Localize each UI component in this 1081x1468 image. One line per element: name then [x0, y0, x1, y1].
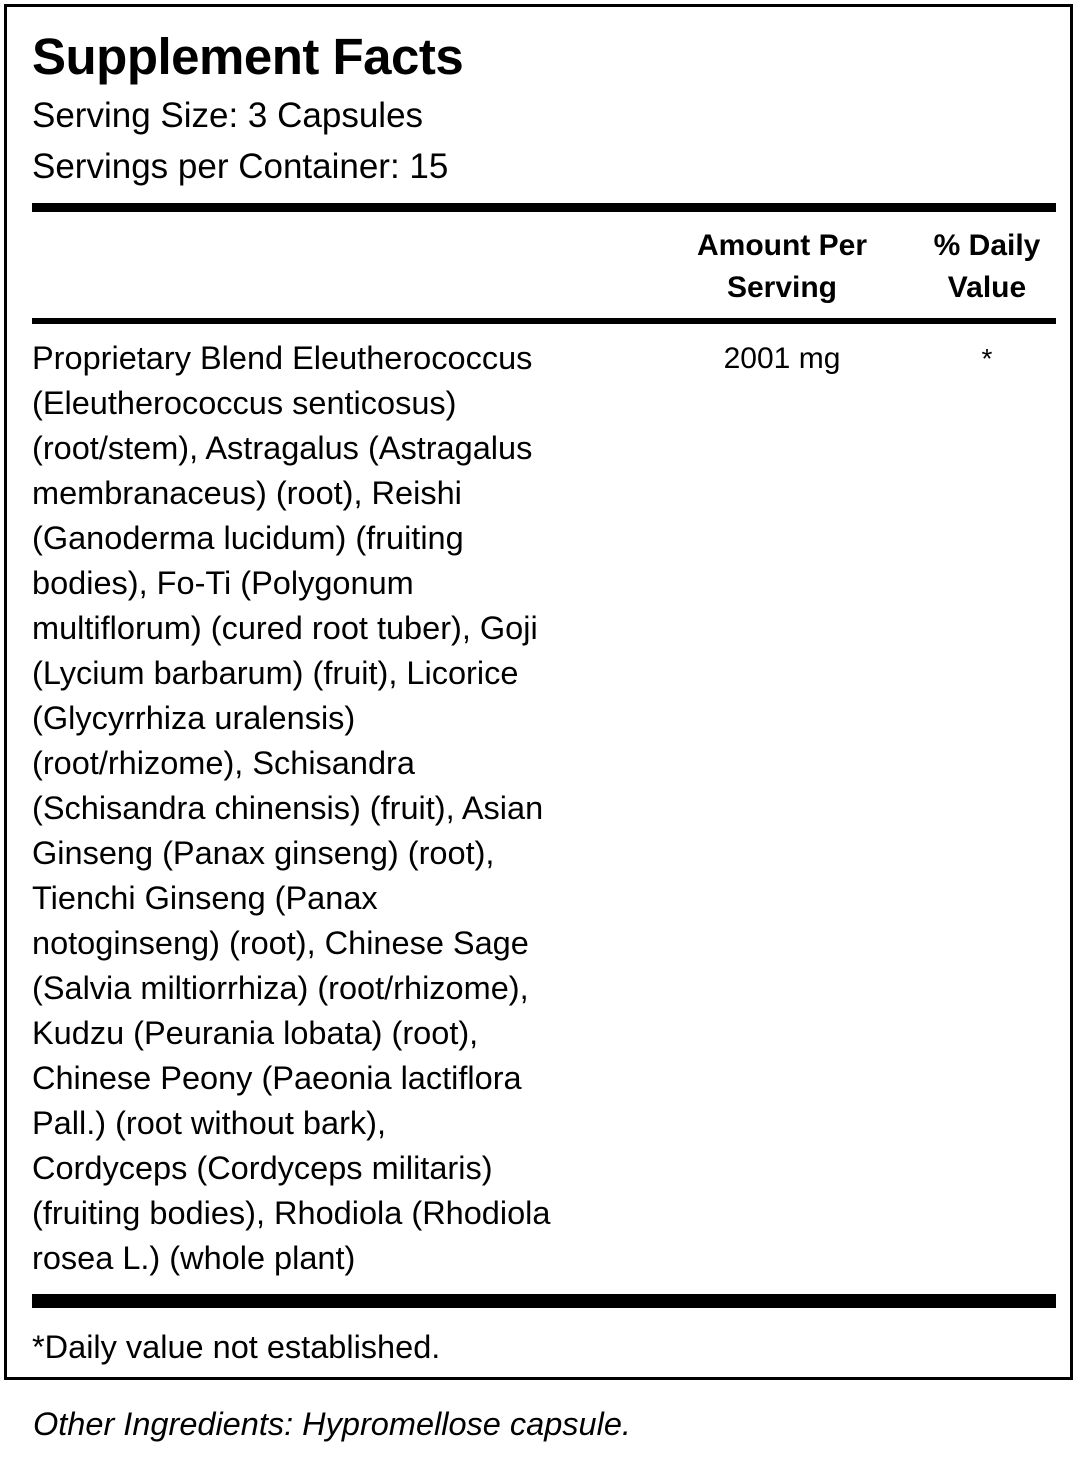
- servings-per-container: Servings per Container: 15: [32, 147, 449, 186]
- proprietary-blend-description: Proprietary Blend Eleutherococcus (Eleutherococcus senticosus) (root/stem), Astragalus (Astragalus membranaceus) (root), Reishi (Ganoderma lucidum) (fruiting bodies), Fo-Ti (Polygonum multiflorum) (cured root tuber), Goji (Lycium barbarum) (fruit), Licorice (Glycyrrhiza uralensis) (root/rhizome), Schisandra (Schisandra chinensis) (fruit), Asian Ginseng (Panax ginseng) (root), Tienchi Ginseng (Panax notoginseng) (root), Chinese Sage (Salvia miltiorrhiza) (root/rhizome), Kudzu (Peurania lobata) (root), Chinese Peony (Paeonia lactiflora Pall.) (root without bark), Cordyceps (Cordyceps militaris) (fruiting bodies), Rhodiola (Rhodiola rosea L.) (whole plant): [32, 340, 551, 1276]
- daily-value-header: % Daily Value: [933, 229, 1041, 304]
- top-divider: [32, 203, 1056, 212]
- other-ingredients: Other Ingredients: Hypromellose capsule.: [33, 1406, 631, 1442]
- serving-size: Serving Size: 3 Capsules: [32, 96, 424, 135]
- header-divider: [32, 318, 1056, 324]
- panel-title: Supplement Facts: [32, 28, 464, 85]
- proprietary-blend-daily-value: *: [981, 343, 993, 374]
- supplement-facts-panel: [4, 4, 1073, 1380]
- proprietary-blend-amount: 2001 mg: [723, 342, 841, 375]
- daily-value-footnote: *Daily value not established.: [32, 1329, 441, 1365]
- amount-per-serving-header: Amount Per Serving: [696, 229, 867, 304]
- bottom-divider: [32, 1294, 1056, 1308]
